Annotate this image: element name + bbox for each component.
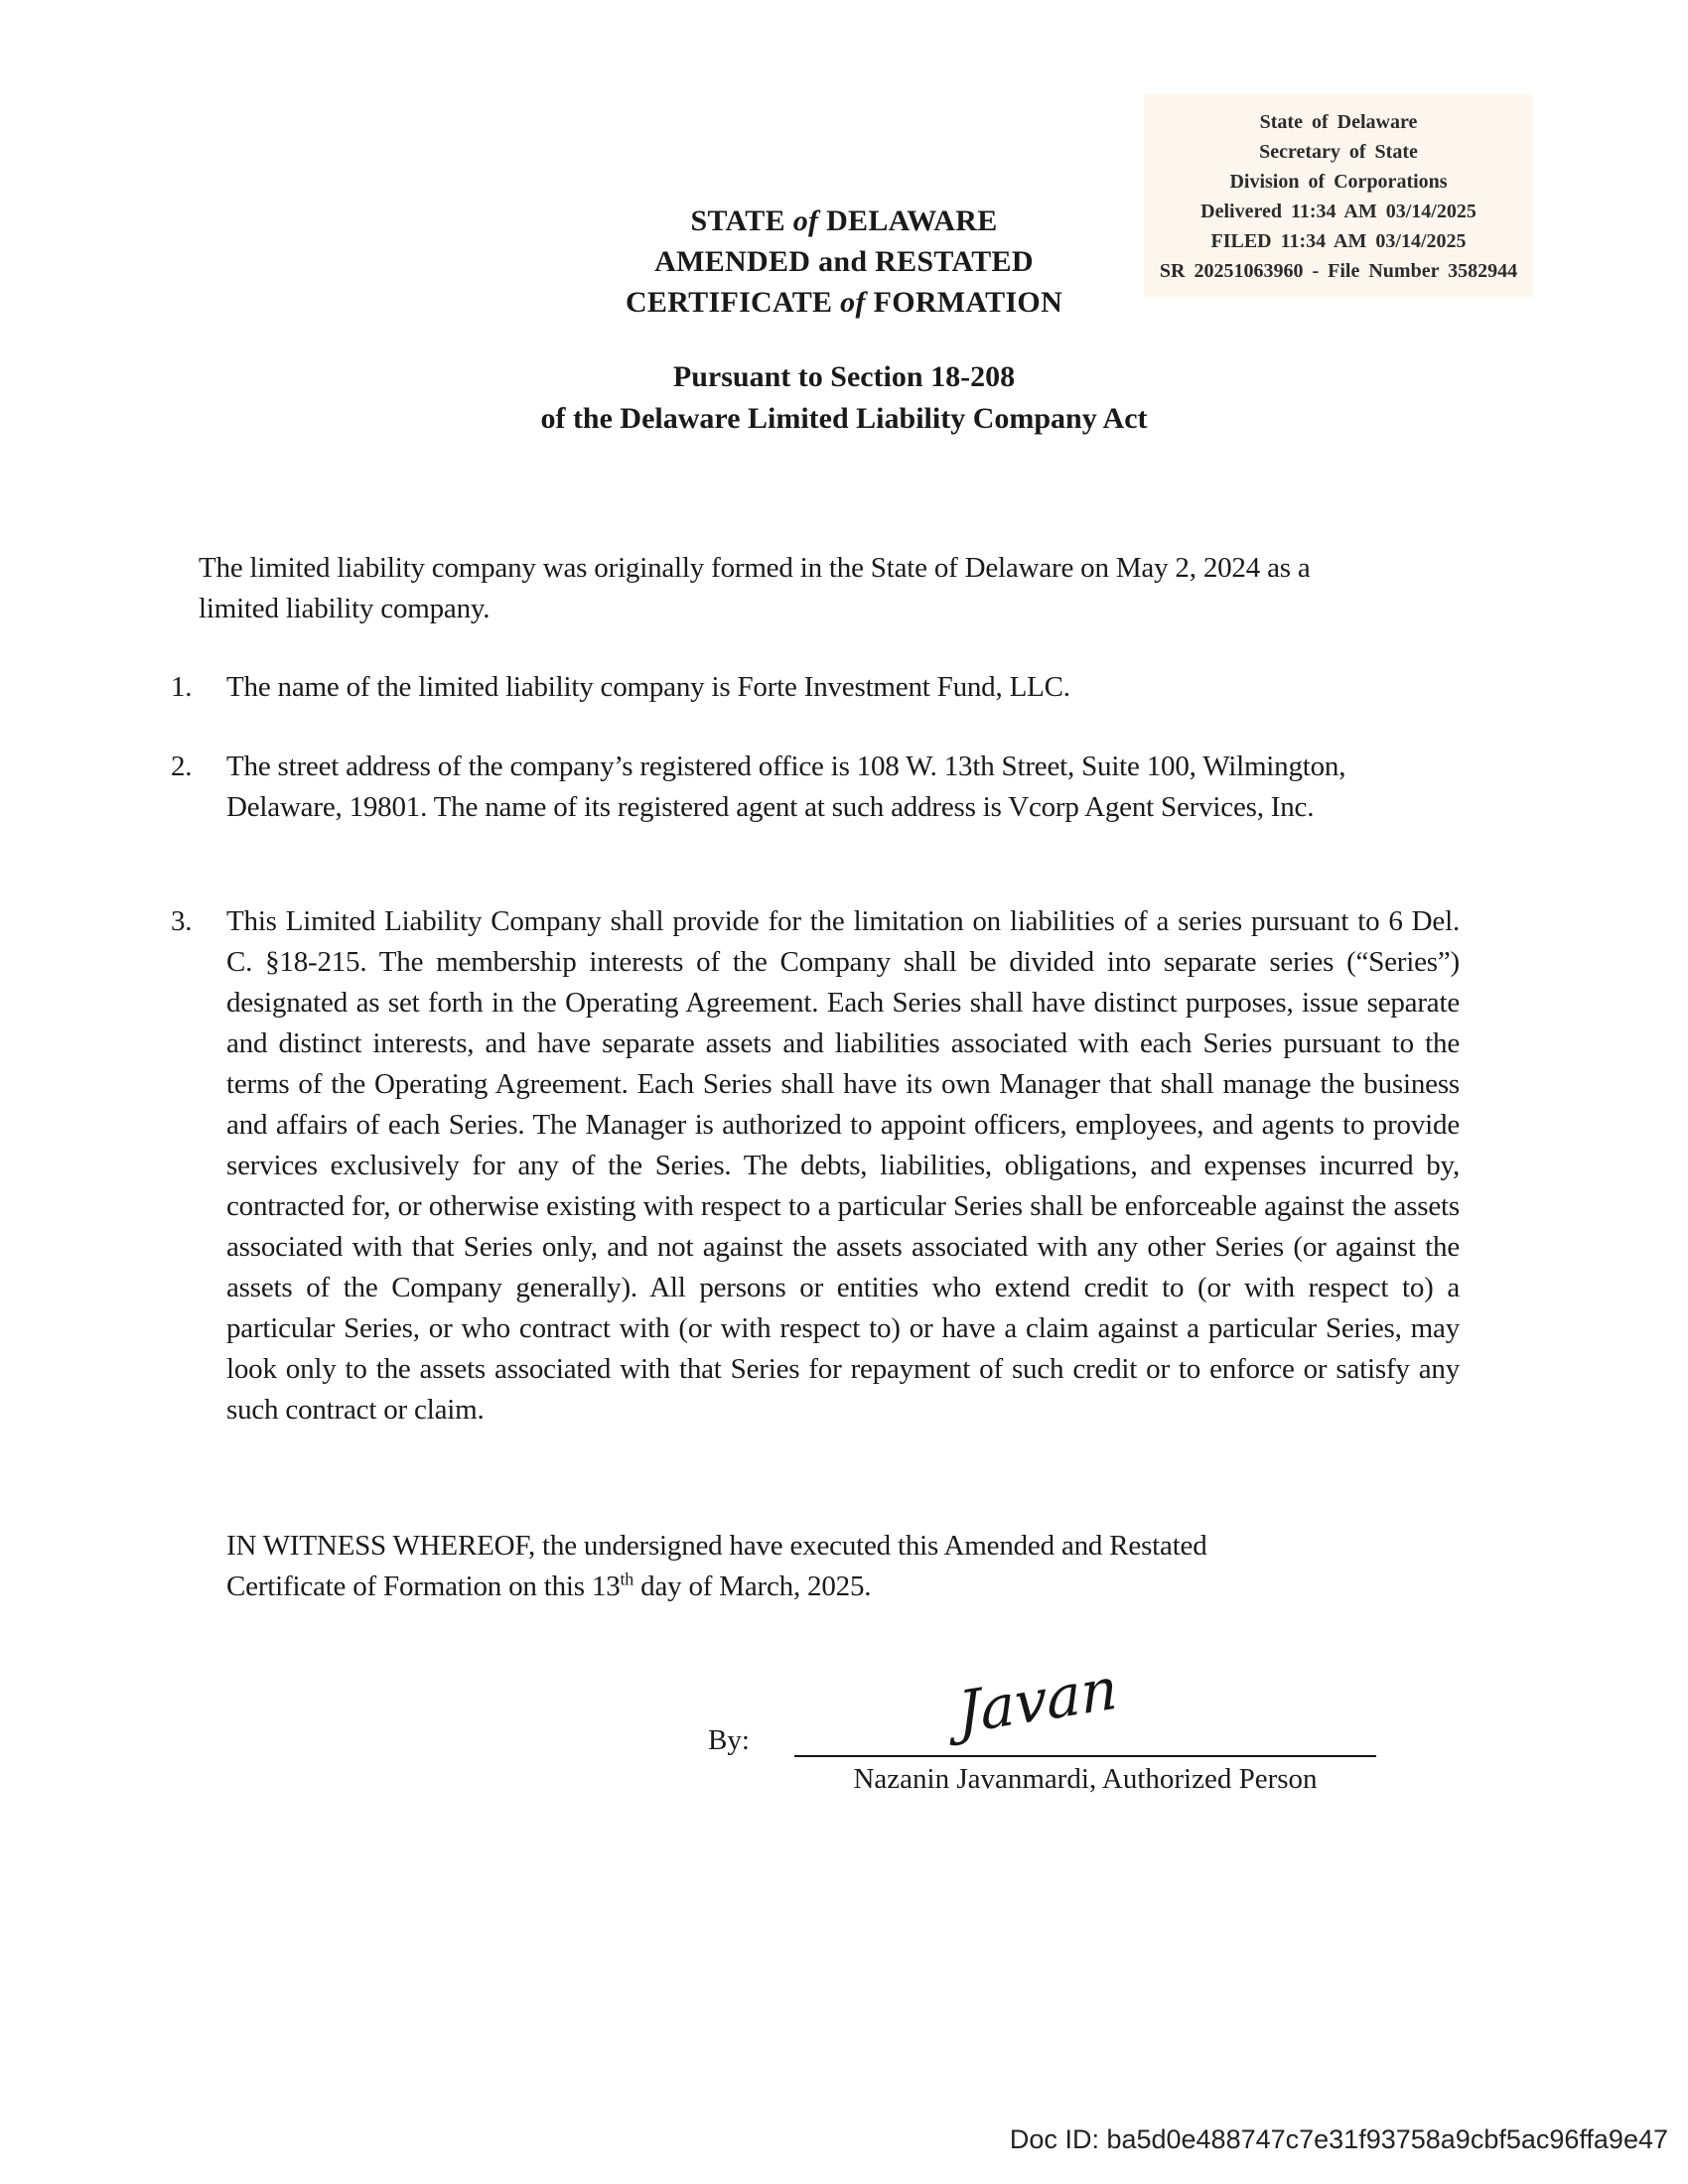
stamp-line: Secretary of State bbox=[1259, 141, 1418, 163]
stamp-line: State of Delaware bbox=[1259, 111, 1418, 133]
list-item-3 bbox=[171, 901, 1460, 1431]
witness-paragraph bbox=[226, 1526, 1477, 1607]
stamp-line: SR 20251063960 - File Number 3582944 bbox=[1159, 260, 1518, 282]
witness-line-2-post: day of March, 2025. bbox=[633, 1570, 872, 1602]
document-subtitle bbox=[0, 356, 1688, 440]
witness-line-2-superscript: th bbox=[620, 1569, 634, 1589]
title-line-1-post: DELAWARE bbox=[818, 205, 998, 237]
title-line-1-pre: STATE bbox=[690, 205, 793, 237]
title-line-1 bbox=[0, 201, 1688, 241]
item-text: This Limited Liability Company shall provide for the limitation on liabilities of a series pursuant to 6 Del. C. §18-215. The membership interests of the Company shall be divided into separate series (“Series”) designated as set forth in the Operating Agreement. Each Series shall have distinct purposes, issue separate and distinct interests, and have separate assets and liabilities associated with each Series pursuant to the terms of the Operating Agreement. Each Series shall have its own Manager that shall manage the business and affairs of each Series. The Manager is authorized to appoint officers, employees, and agents to provide services exclusively for any of the Series. The debts, liabilities, obligations, and expenses incurred by, contracted for, or otherwise existing with respect to a particular Series shall be enforceable against the assets associated with that Series only, and not against the assets associated with any other Series (or against the assets of the Company generally). All persons or entities who extend credit to (or with respect to) a particular Series, or who contract with (or with respect to) or have a claim against a particular Series, may look only to the assets associated with that Series for repayment of such credit or to enforce or satisfy any such contract or claim. bbox=[226, 905, 1460, 1426]
signature-line bbox=[794, 1755, 1376, 1757]
title-line-3 bbox=[0, 282, 1688, 323]
signature-name: Nazanin Javanmardi, Authorized Person bbox=[853, 1763, 1318, 1795]
subtitle-line-1: Pursuant to Section 18-208 bbox=[672, 360, 1016, 393]
witness-line-2 bbox=[226, 1567, 1477, 1607]
stamp-line: Delivered 11:34 AM 03/14/2025 bbox=[1200, 201, 1477, 222]
item-number: 2. bbox=[171, 751, 193, 782]
list-item-2 bbox=[171, 747, 1460, 828]
witness-line-1: IN WITNESS WHEREOF, the undersigned have executed this Amended and Restated bbox=[226, 1530, 1207, 1562]
stamp-line: FILED 11:34 AM 03/14/2025 bbox=[1210, 230, 1467, 252]
list-item-1 bbox=[171, 667, 1460, 708]
title-line-3-pre: CERTIFICATE bbox=[625, 286, 841, 319]
doc-id: Doc ID: ba5d0e488747c7e31f93758a9cbf5ac96ffa9e47 bbox=[1009, 2124, 1668, 2154]
title-line-2: AMENDED and RESTATED bbox=[654, 245, 1034, 278]
document-title bbox=[0, 201, 1688, 323]
subtitle-line-2: of the Delaware Limited Liability Company Act bbox=[540, 402, 1148, 435]
item-number: 1. bbox=[171, 671, 193, 703]
title-line-1-of: of bbox=[792, 205, 819, 237]
witness-line-2-pre: Certificate of Formation on this 13 bbox=[226, 1570, 621, 1602]
title-line-3-of: of bbox=[840, 286, 866, 319]
item-text: The name of the limited liability company is Forte Investment Fund, LLC. bbox=[226, 671, 1070, 703]
item-text: The street address of the company’s registered office is 108 W. 13th Street, Suite 100, Wilmington, Delaware, 19801. The name of its registered agent at such address is Vcorp Agent Services, Inc. bbox=[226, 751, 1346, 823]
signature-by-label: By: bbox=[708, 1724, 750, 1756]
intro-paragraph: The limited liability company was originally formed in the State of Delaware on May 2, 2024 as a limited liability company. bbox=[199, 552, 1311, 624]
signature-handwriting: Javan bbox=[955, 1654, 1120, 1747]
item-number: 3. bbox=[171, 905, 193, 937]
title-line-3-post: FORMATION bbox=[865, 286, 1063, 319]
stamp-line: Division of Corporations bbox=[1229, 171, 1448, 193]
